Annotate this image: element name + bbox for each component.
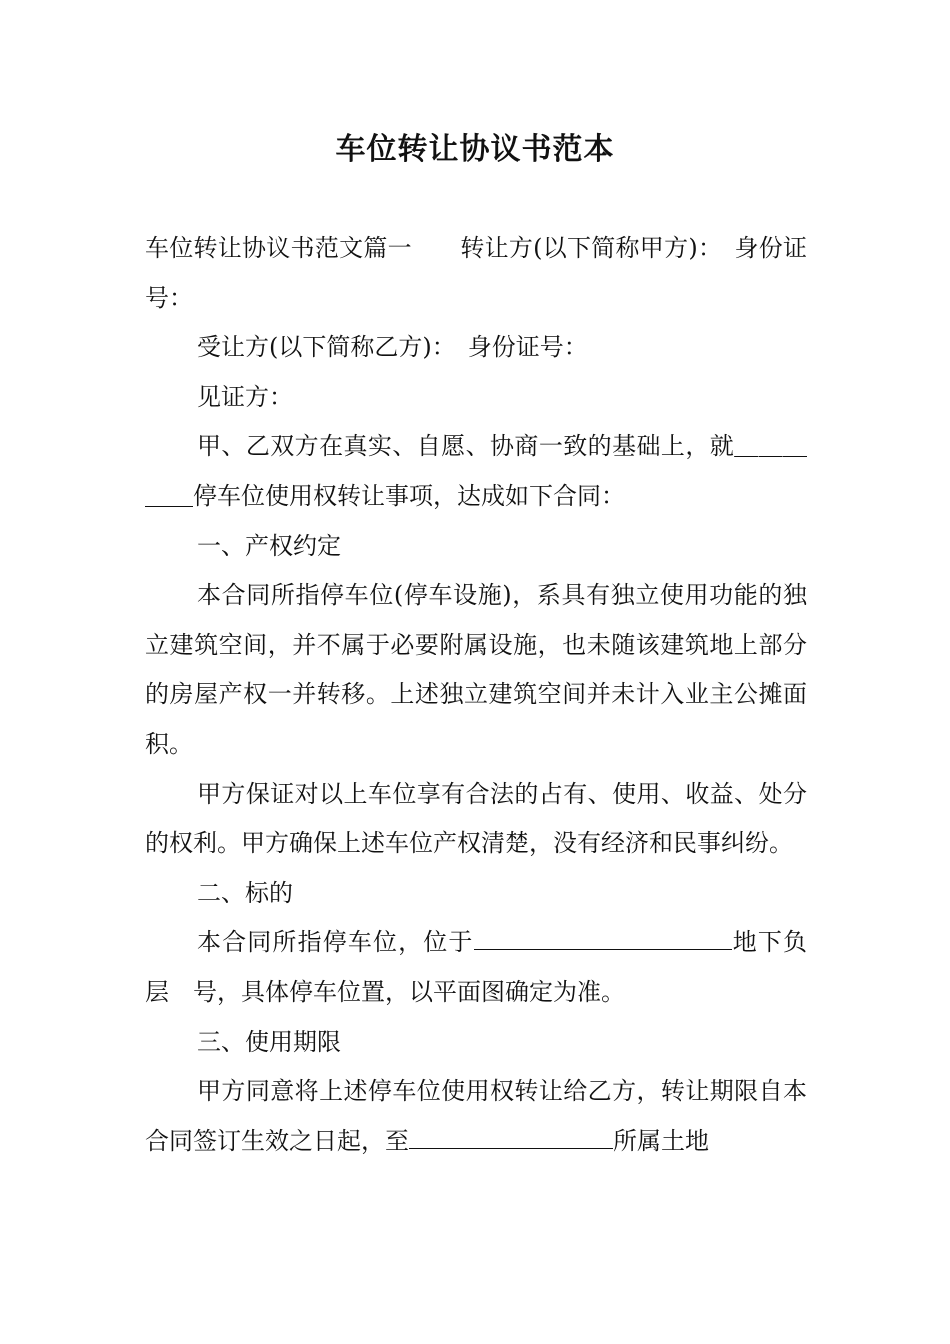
- subject-location-text-continued: 地下负 层 号，具体停车位置，以平面图确定为准。: [145, 928, 832, 1006]
- paragraph-parties-transferee: 受让方(以下简称乙方)： 身份证号：: [197, 333, 588, 362]
- section-heading-property-rights: 一、产权约定: [197, 531, 341, 560]
- paragraph-guarantee: 甲方保证对以上车位享有合法的占有、使用、收益、处分的权利。甲方确保上述车位产权清楚，没有经济和民事纠纷。: [145, 779, 807, 858]
- subject-location-text: 本合同所指停车位，位于: [197, 928, 474, 957]
- paragraph-witness: 见证方：: [197, 382, 293, 411]
- document-title: 车位转让协议书范本: [335, 132, 615, 167]
- paragraph-term: [145, 1067, 807, 1166]
- term-text-continued: 所属土地: [613, 1126, 709, 1155]
- term-text: 甲方同意将上述停车位使用权转让给乙方，转让期限自本合同签订生效之日起，至: [145, 1077, 807, 1155]
- paragraph-property-rights: 本合同所指停车位(停车设施)，系具有独立使用功能的独立建筑空间，并不属于必要附属设施，也未随该建筑地上部分的房屋产权一并转移。上述独立建筑空间并未计入业主公摊面积。: [145, 581, 807, 758]
- location-blank-line: [474, 927, 732, 950]
- term-blank-line: [409, 1126, 613, 1149]
- document-body: [145, 224, 832, 1166]
- paragraph-subject-location: [145, 918, 832, 1017]
- section-heading-term: 三、使用期限: [197, 1027, 341, 1056]
- paragraph-agreement-intro: 甲、乙双方在真实、自愿、协商一致的基础上，就＿＿＿＿＿停车位使用权转让事项，达成如下合同：: [145, 432, 807, 510]
- section-heading-subject: 二、标的: [197, 878, 293, 907]
- paragraph-parties-transferor: 车位转让协议书范文篇一 转让方(以下简称甲方)： 身份证号：: [145, 234, 807, 312]
